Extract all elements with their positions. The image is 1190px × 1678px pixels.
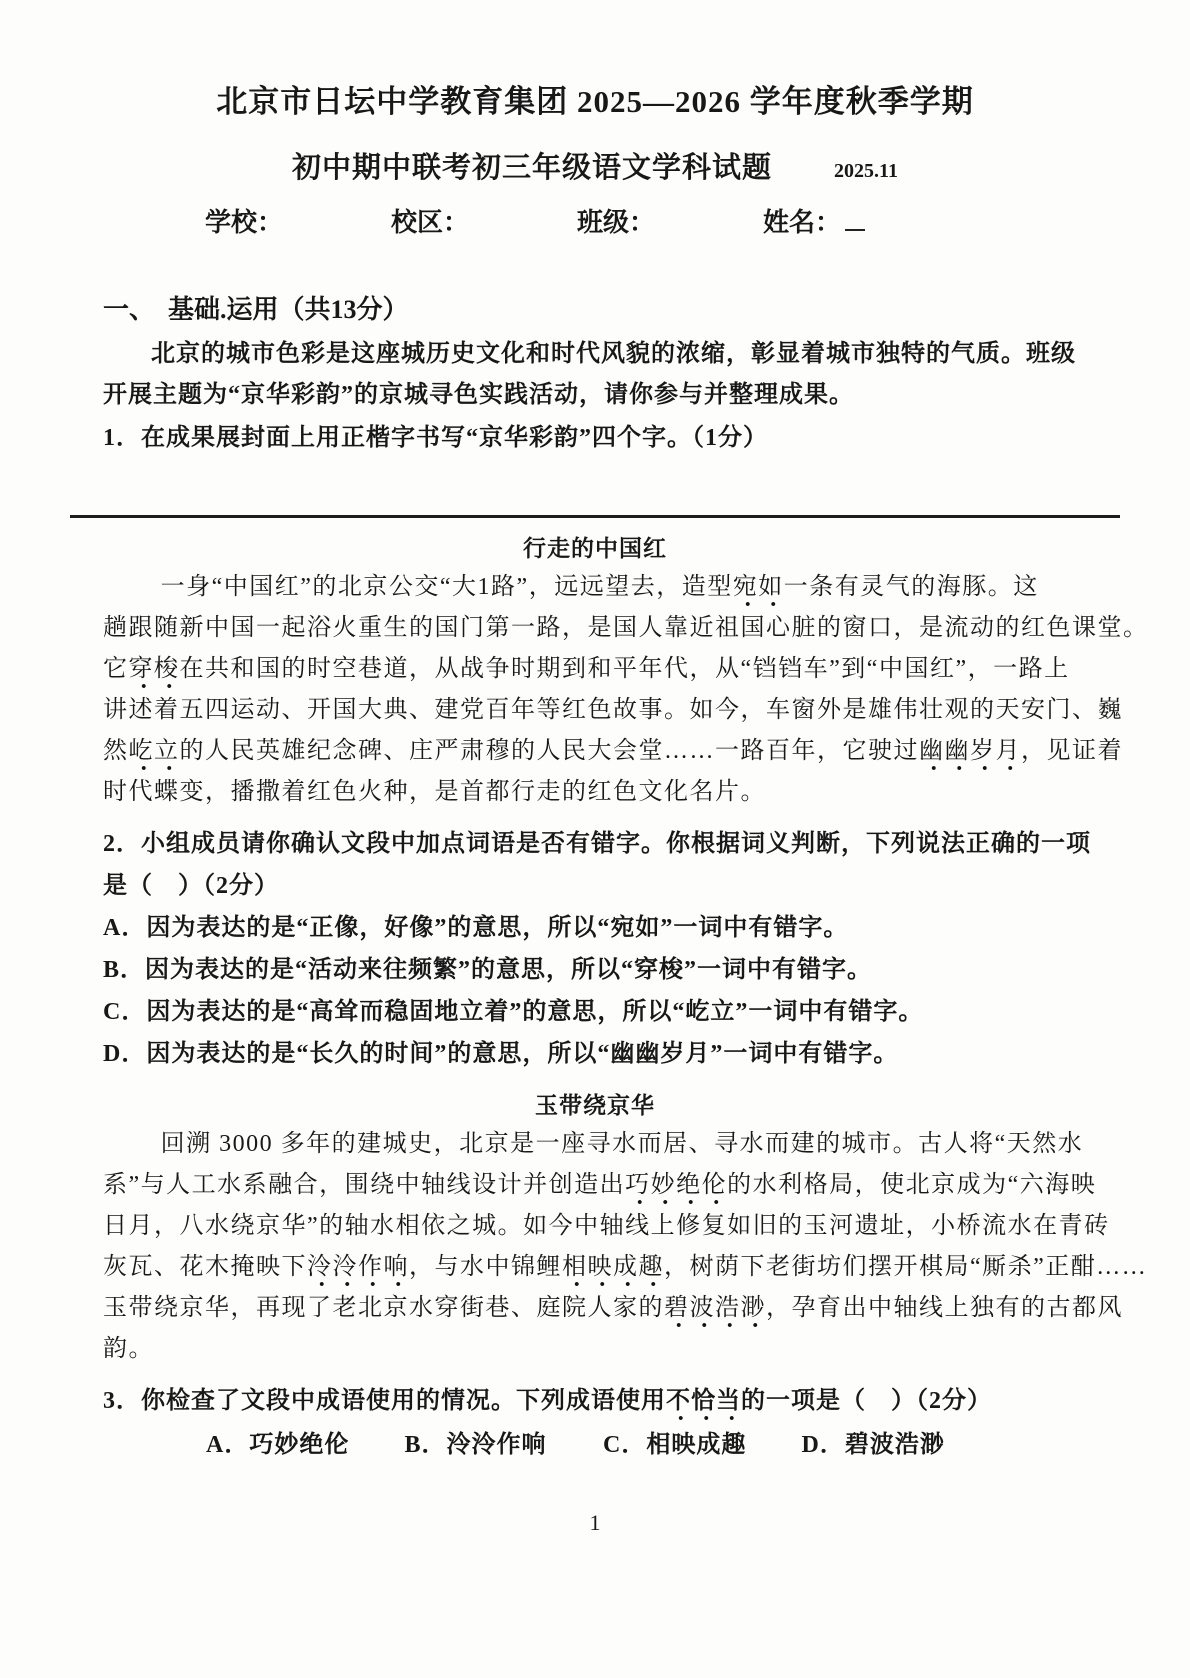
text-segment: 的水利格局，使北京成为“六海映: [727, 1172, 1097, 1198]
option-line: D．因为表达的是“长久的时间”的意思，所以“幽幽岁月”一词中有错字。: [103, 1041, 899, 1067]
name-field-label: 姓名：: [763, 202, 865, 239]
section-1-intro: [103, 334, 1095, 416]
paper-title-line1: 北京市日坛中学教育集团 2025—2026 学年度秋季学期: [216, 84, 974, 119]
passage-1-title: 行走的中国红: [523, 536, 667, 561]
text-segment: 讲述着五四运动、开国大典、建党百年等红色故事。如今，车窗外是雄伟壮观的天安门、巍: [103, 697, 1123, 723]
passage-line: [103, 1288, 1123, 1329]
emphasized-word: 穿梭: [129, 656, 180, 689]
divider-line: [70, 515, 1120, 518]
option-line: C．因为表达的是“高耸而稳固地立着”的意思，所以“屹立”一词中有错字。: [103, 999, 924, 1025]
text-segment: 然: [103, 738, 129, 764]
passage-line: [103, 649, 1095, 690]
passage-1-body: [103, 567, 1149, 813]
emphasized-word: 巧妙绝伦: [625, 1172, 727, 1205]
text-segment: 趟跟随新中国一起浴火重生的国门第一路，是国人靠近祖国心脏的窗口，是流动的红色课堂。: [103, 615, 1149, 641]
passage-line: [103, 690, 1123, 731]
option-line: B．因为表达的是“活动来往频繁”的意思，所以“穿梭”一词中有错字。: [103, 957, 873, 983]
passage-line: 开展主题为“京华彩韵”的京城寻色实践活动，请你参与并整理成果。: [103, 382, 854, 408]
text-segment: 在共和国的时空巷道，从战争时期到和平年代，从“铛铛车”到“中国红”，一路上: [179, 656, 1070, 682]
passage-2-body: [103, 1124, 1148, 1370]
text-segment: 回溯 3000 多年的建城史，北京是一座寻水而居、寻水而建的城市。古人将“天然水: [160, 1131, 1084, 1157]
emphasized-word: 碧波浩渺: [664, 1295, 766, 1328]
question-3-stem: [103, 1380, 1095, 1422]
student-info-row: [205, 202, 1190, 239]
question-3: [103, 1380, 1095, 1466]
passage-2-title: 玉带绕京华: [535, 1093, 655, 1118]
text-segment: 的人民英雄纪念碑、庄严肃穆的人民大会堂……一路百年，它驶过: [179, 738, 919, 764]
text-segment: ，见证着: [1021, 738, 1123, 764]
emphasized-word: 宛如: [733, 574, 784, 607]
school-field-label: 学校：: [205, 208, 284, 237]
passage-line: [103, 1206, 1110, 1247]
section-1-heading: 一、 基础.运用（共13分）: [103, 295, 409, 324]
text-segment: 的一项是（ ）（2分）: [741, 1388, 992, 1414]
class-field-label: 班级：: [577, 208, 656, 237]
paper-title-row2: [0, 145, 1190, 186]
page-number: 1: [589, 1510, 601, 1535]
question-2-options: [103, 907, 1095, 1075]
emphasized-word: 不恰当: [666, 1388, 741, 1421]
question-3-options: [206, 1424, 1000, 1466]
text-segment: 韵。: [103, 1336, 154, 1362]
passage-line: 北京的城市色彩是这座城历史文化和时代风貌的浓缩，彰显着城市独特的气质。班级: [151, 341, 1076, 367]
passage-line: [103, 567, 1095, 608]
text-segment: 它: [103, 656, 129, 682]
question-1: 1．在成果展封面上用正楷字书写“京华彩韵”四个字。（1分）: [103, 425, 768, 451]
question-stem-line: 是（ ）（2分）: [103, 873, 279, 899]
passage-line: [103, 1329, 1095, 1370]
text-segment: 一条有灵气的海豚。这: [783, 574, 1039, 600]
passage-line: [103, 1165, 1095, 1206]
passage-line: [103, 731, 1123, 772]
name-blank-line: [845, 209, 865, 231]
text-segment: 一身“中国红”的北京公交“大1路”，远远望去，造型: [160, 574, 733, 600]
text-segment: 3．你检查了文段中成语使用的情况。下列成语使用: [103, 1388, 666, 1414]
emphasized-word: 相映成趣: [562, 1254, 664, 1287]
option-item: B．泠泠作响: [404, 1432, 547, 1458]
passage-line: [103, 1247, 1148, 1288]
passage-line: [103, 1124, 1095, 1165]
emphasized-word: 泠泠作响: [307, 1254, 409, 1287]
text-segment: 日月，八水绕京华”的轴水相依之城。如今中轴线上修复如旧的玉河遗址，小桥流水在青砖: [103, 1213, 1110, 1239]
exam-date: 2025.11: [834, 160, 898, 182]
text-segment: 灰瓦、花木掩映下: [103, 1254, 307, 1280]
question-2-stem: [103, 823, 1095, 907]
text-segment: 玉带绕京华，再现了老北京水穿街巷、庭院人家的: [103, 1295, 664, 1321]
option-line: A．因为表达的是“正像，好像”的意思，所以“宛如”一词中有错字。: [103, 915, 849, 941]
campus-field-label: 校区：: [391, 208, 470, 237]
text-segment: 时代蝶变，播撒着红色火种，是首都行走的红色文化名片。: [103, 779, 766, 805]
option-item: C．相映成趣: [603, 1432, 747, 1458]
text-segment: ，树荫下老街坊们摆开棋局“厮杀”正酣……: [664, 1254, 1148, 1280]
question-stem-line: 2．小组成员请你确认文段中加点词语是否有错字。你根据词义判断，下列说法正确的一项: [103, 831, 1091, 857]
passage-line: [103, 772, 1095, 813]
option-item: A．巧妙绝伦: [206, 1432, 350, 1458]
paper-title-line2: 初中期中联考初三年级语文学科试题: [292, 152, 773, 184]
text-segment: ，孕育出中轴线上独有的古都风: [766, 1295, 1123, 1321]
option-item: D．碧波浩渺: [801, 1432, 945, 1458]
text-segment: ，与水中锦鲤: [409, 1254, 562, 1280]
emphasized-word: 屹立: [129, 738, 180, 771]
question-2: [103, 823, 1095, 1075]
passage-line: [103, 608, 1149, 649]
emphasized-word: 幽幽岁月: [919, 738, 1021, 771]
text-segment: 系”与人工水系融合，围绕中轴线设计并创造出: [103, 1172, 626, 1198]
